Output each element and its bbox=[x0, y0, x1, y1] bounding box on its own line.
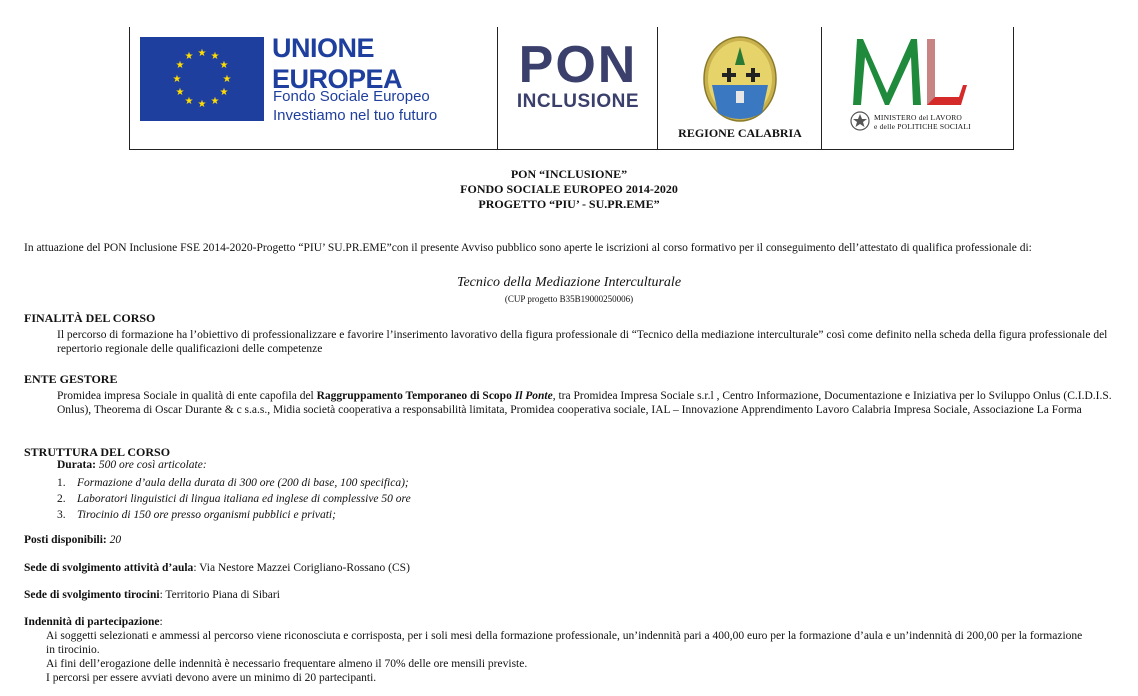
list-item bbox=[57, 475, 411, 491]
pon-logo-text: PON bbox=[518, 36, 638, 94]
intro-paragraph: In attuazione del PON Inclusione FSE 2014-2020-Progetto “PIU’ SU.PR.EME”con il presente Avviso pubblico sono aperte le iscrizioni al corso formativo per il conseguimento dell’attestato di qualifica professionale di: bbox=[24, 242, 1032, 254]
svg-text:★: ★ bbox=[219, 87, 229, 98]
ministry-label bbox=[874, 113, 971, 131]
course-cup: (CUP progetto B35B19000250006) bbox=[504, 294, 634, 304]
course-title: Tecnico della Mediazione Interculturale bbox=[456, 275, 682, 290]
list-item-number: 1. bbox=[57, 477, 66, 489]
ente-text-rts: Raggruppamento Temporaneo di Scopo bbox=[316, 390, 515, 402]
indennita-line-2: in tirocinio. bbox=[46, 644, 100, 656]
durata-value: 500 ore così articolate: bbox=[95, 459, 207, 471]
list-item-text: Laboratori linguistici di lingua italiana ed inglese di complessive 50 ore bbox=[77, 493, 411, 505]
indennita-colon: : bbox=[159, 616, 163, 628]
header-line-2: FONDO SOCIALE EUROPEO 2014-2020 bbox=[460, 182, 678, 196]
sede-tirocini-label: Sede di svolgimento tirocini bbox=[24, 589, 160, 601]
svg-text:★: ★ bbox=[222, 74, 232, 85]
svg-text:★: ★ bbox=[210, 96, 220, 107]
ente-heading: ENTE GESTORE bbox=[24, 372, 118, 386]
eu-logo-cell bbox=[130, 27, 498, 149]
ente-text-post: , tra Promidea Impresa Sociale s.r.l , Centro Informazione, Documentazione e Iniziativa per lo Sviluppo Onlus (C.I.D.I.S. Onlus), Theorema di Oscar Durante & c s.a.s., Midia società cooperativa a responsabilità limitata, Promidea cooperativa sociale, IAL – Innovazione Apprendimento Lavoro Calabria Impresa Sociale, Associazione La Forma bbox=[57, 390, 1112, 416]
svg-text:★: ★ bbox=[184, 51, 194, 62]
list-item bbox=[57, 491, 411, 507]
document-header bbox=[0, 167, 1138, 212]
ente-text-ponte: Il Ponte bbox=[514, 390, 553, 402]
list-item-number: 2. bbox=[57, 493, 66, 505]
region-label: REGIONE CALABRIA bbox=[678, 126, 802, 140]
ministry-logo-cell bbox=[822, 27, 1013, 149]
struttura-heading: STRUTTURA DEL CORSO bbox=[24, 445, 171, 459]
svg-text:★: ★ bbox=[172, 74, 182, 85]
pon-logo-subtitle: INCLUSIONE bbox=[516, 91, 640, 112]
indennita-line-4: I percorsi per essere avviati devono avere un minimo di 20 partecipanti. bbox=[46, 672, 377, 684]
indennita-line-3: Ai fini dell’erogazione delle indennità è necessario frequentare almeno il 70% delle ore mensili previste. bbox=[46, 658, 528, 670]
list-item-text: Formazione d’aula della durata di 300 ore (200 di base, 100 specifica); bbox=[77, 477, 409, 489]
durata-label: Durata: bbox=[57, 459, 96, 471]
header-line-3: PROGETTO “PIU’ - SU.PR.EME” bbox=[478, 197, 660, 211]
region-logo-cell bbox=[658, 27, 822, 149]
posti-label: Posti disponibili: bbox=[24, 534, 107, 546]
sede-aula-line bbox=[24, 562, 410, 574]
svg-text:★: ★ bbox=[175, 87, 185, 98]
ente-text bbox=[57, 389, 1127, 417]
italian-emblem-icon bbox=[850, 110, 870, 137]
sede-aula-value: : Via Nestore Mazzei Corigliano-Rossano (CS) bbox=[193, 562, 410, 574]
posti-value: 20 bbox=[106, 534, 122, 546]
logo-strip bbox=[129, 27, 1014, 150]
eu-flag-icon bbox=[140, 37, 264, 121]
eu-subtitle-line2: Investiamo nel tuo futuro bbox=[273, 107, 438, 124]
svg-text:★: ★ bbox=[175, 60, 185, 71]
sede-tirocini-value: : Territorio Piana di Sibari bbox=[159, 589, 280, 601]
sede-aula-label: Sede di svolgimento attività d’aula bbox=[24, 562, 194, 574]
ministry-label-line1: MINISTERO del LAVORO bbox=[874, 113, 963, 122]
list-item-text: Tirocinio di 150 ore presso organismi pubblici e privati; bbox=[77, 509, 336, 521]
ministry-ml-logo-icon bbox=[849, 35, 971, 112]
list-item-number: 3. bbox=[57, 509, 66, 521]
svg-text:★: ★ bbox=[210, 51, 220, 62]
list-item bbox=[57, 507, 411, 523]
svg-text:★: ★ bbox=[219, 60, 229, 71]
indennita-line-1: Ai soggetti selezionati e ammessi al percorso viene riconosciuta e corrisposta, per i soli mesi della formazione professionale, un’indennità pari a 400,00 euro per la formazione d’aula e un’indennità di 200,00 per la formazione bbox=[46, 630, 1083, 642]
pon-logo-cell bbox=[498, 27, 658, 149]
svg-text:★: ★ bbox=[184, 96, 194, 107]
svg-text:★: ★ bbox=[197, 48, 207, 59]
ministry-label-line2: e delle POLITICHE SOCIALI bbox=[874, 122, 971, 131]
sede-tirocini-line bbox=[24, 589, 280, 601]
posti-line bbox=[24, 534, 121, 546]
region-crest-icon bbox=[702, 35, 778, 128]
finalita-heading: FINALITÀ DEL CORSO bbox=[24, 311, 156, 325]
eu-title: UNIONE EUROPEA bbox=[272, 33, 403, 94]
pon-logo bbox=[498, 36, 658, 113]
indennita-heading bbox=[24, 616, 163, 628]
ente-text-pre: Promidea impresa Sociale in qualità di ente capofila del bbox=[57, 390, 317, 402]
header-line-1: PON “INCLUSIONE” bbox=[510, 167, 628, 181]
struttura-list bbox=[57, 475, 411, 523]
finalita-text: Il percorso di formazione ha l’obiettivo di professionalizzare e favorire l’inserimento lavorativo della figura professionale di “Tecnico della mediazione interculturale” così come definito nella scheda della figura professionale del repertorio regionale delle qualificazioni delle competenze bbox=[57, 329, 1108, 355]
eu-subtitle bbox=[273, 87, 437, 125]
indennita-label: Indennità di partecipazione bbox=[24, 616, 160, 628]
durata-line bbox=[57, 459, 207, 471]
eu-subtitle-line1: Fondo Sociale Europeo bbox=[273, 88, 430, 105]
svg-text:★: ★ bbox=[197, 99, 207, 110]
